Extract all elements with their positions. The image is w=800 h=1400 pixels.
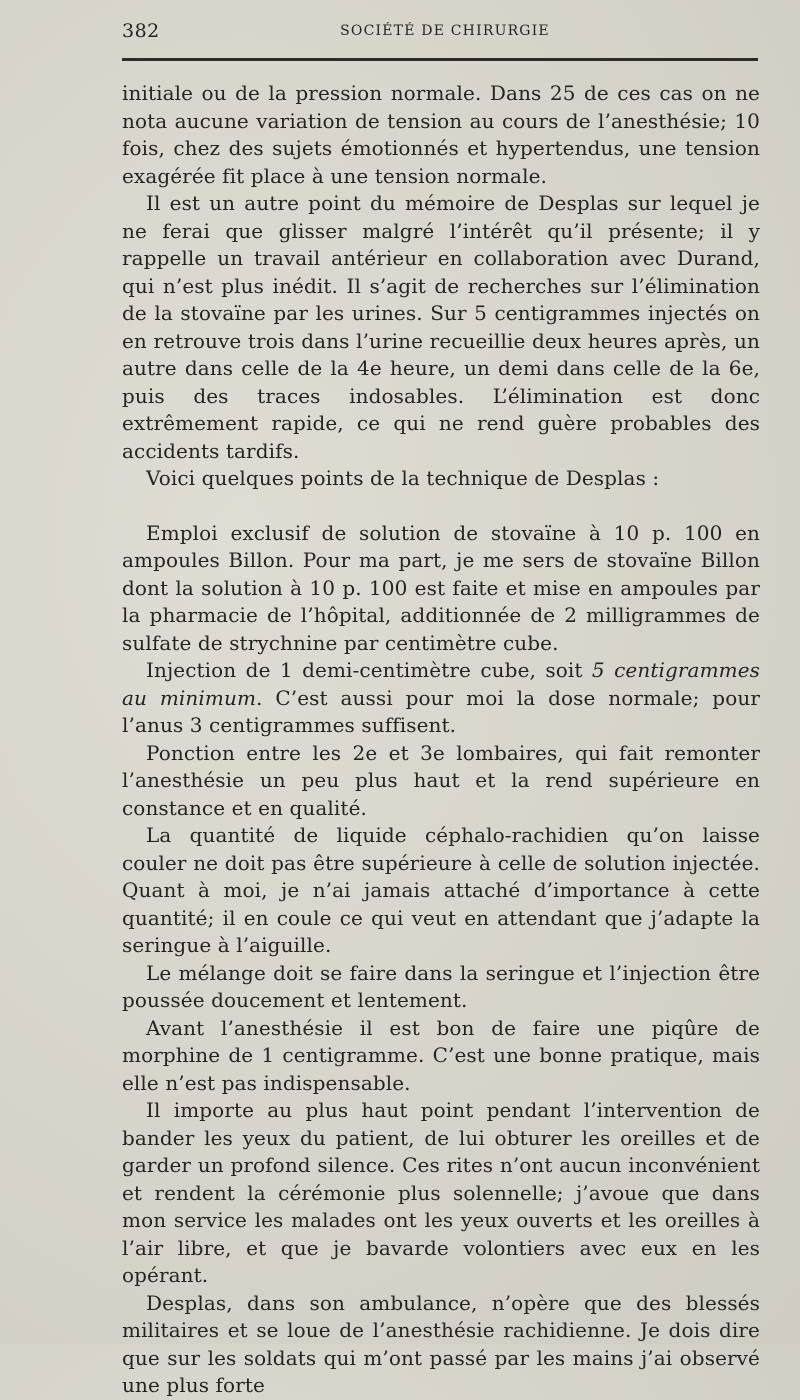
paragraph-melange: Le mélange doit se faire dans la seringue et l’injection être poussée doucement et lentement. xyxy=(122,960,760,1012)
paragraph-stovaine-solution: Emploi exclusif de solution de stovaïne à 10 p. 100 en ampoules Billon. Pour ma part, je me sers de stovaïne Billon dont la solution à 10 p. 100 est faite et mise en ampoules par la pharmacie de l’hôpital, additionnée de 2 milligrammes de sulfate de strychnine par centimètre cube. xyxy=(122,520,760,655)
paragraph-injection xyxy=(122,657,760,740)
paragraph-ponction: Ponction entre les 2e et 3e lombaires, qui fait remonter l’anesthésie un peu plus haut et la rend supérieure en constance et en qualité. xyxy=(122,740,760,820)
paragraph-silence: Il importe au plus haut point pendant l’intervention de bander les yeux du patient, de lui obturer les oreilles et de garder un profond silence. Ces rites n’ont aucun inconvénient et rendent la cérémonie plus solennelle; j’avoue que dans mon service les malades ont les yeux ouverts et les oreilles à l’air libre, et que je bavarde volontiers avec eux en les opérant. xyxy=(122,1098,760,1287)
paragraph-morphine: Avant l’anesthésie il est bon de faire une piqûre de morphine de 1 centigramme. C’est une bonne pratique, mais elle n’est pas indispensable. xyxy=(122,1015,760,1095)
running-head: SOCIÉTÉ DE CHIRURGIE xyxy=(340,23,550,39)
paragraph-liquide: La quantité de liquide céphalo-rachidien qu’on laisse couler ne doit pas être supérieure à celle de solution injectée. Quant à moi, je n’ai jamais attaché d’importance à cette quantité; il en coule ce qui veut en attendant que j’adapte la seringue à l’aiguille. xyxy=(122,823,760,957)
paragraph-ambulance: Desplas, dans son ambulance, n’opère que des blessés militaires et se loue de l’anesthésie rachidienne. Je dois dire que sur les soldats qui m’ont passé par les mains j’ai observé une plus forte xyxy=(122,1290,760,1397)
injection-text-after: . C’est aussi pour moi la dose normale; pour l’anus 3 centigrammes suffisent. xyxy=(122,685,760,737)
paragraph-technique-intro: Voici quelques points de la technique de Desplas : xyxy=(146,466,660,490)
injection-dose-emphasis: 5 centigrammes au minimum xyxy=(122,658,760,710)
injection-text-before: Injection de 1 demi-centimètre cube, soit xyxy=(146,658,592,682)
header-rule xyxy=(122,58,758,61)
paragraph-desplas-memoire: Il est un autre point du mémoire de Desplas sur lequel je ne ferai que glisser malgré l’intérêt qu’il présente; il y rappelle un travail antérieur en collaboration avec Durand, qui n’est plus inédit. Il s’agit de recherches sur l’élimination de la stovaïne par les urines. Sur 5 centigrammes injectés on en retrouve trois dans l’urine recueillie deux heures après, un autre dans celle de la 4e heure, un demi dans celle de la 6e, puis des traces indosables. L’élimination est donc extrêmement rapide, ce qui ne rend guère probables des accidents tardifs. xyxy=(122,191,760,463)
paragraph-gap xyxy=(122,493,760,520)
body-text xyxy=(122,80,760,1400)
paragraph-continuation: initiale ou de la pression normale. Dans 25 de ces cas on ne nota aucune variation de tension au cours de l’anesthésie; 10 fois, chez des sujets émotionnés et hypertendus, une tension exagérée fit place à une tension normale. xyxy=(122,81,760,188)
page-header xyxy=(122,18,758,46)
page-number: 382 xyxy=(122,20,160,42)
